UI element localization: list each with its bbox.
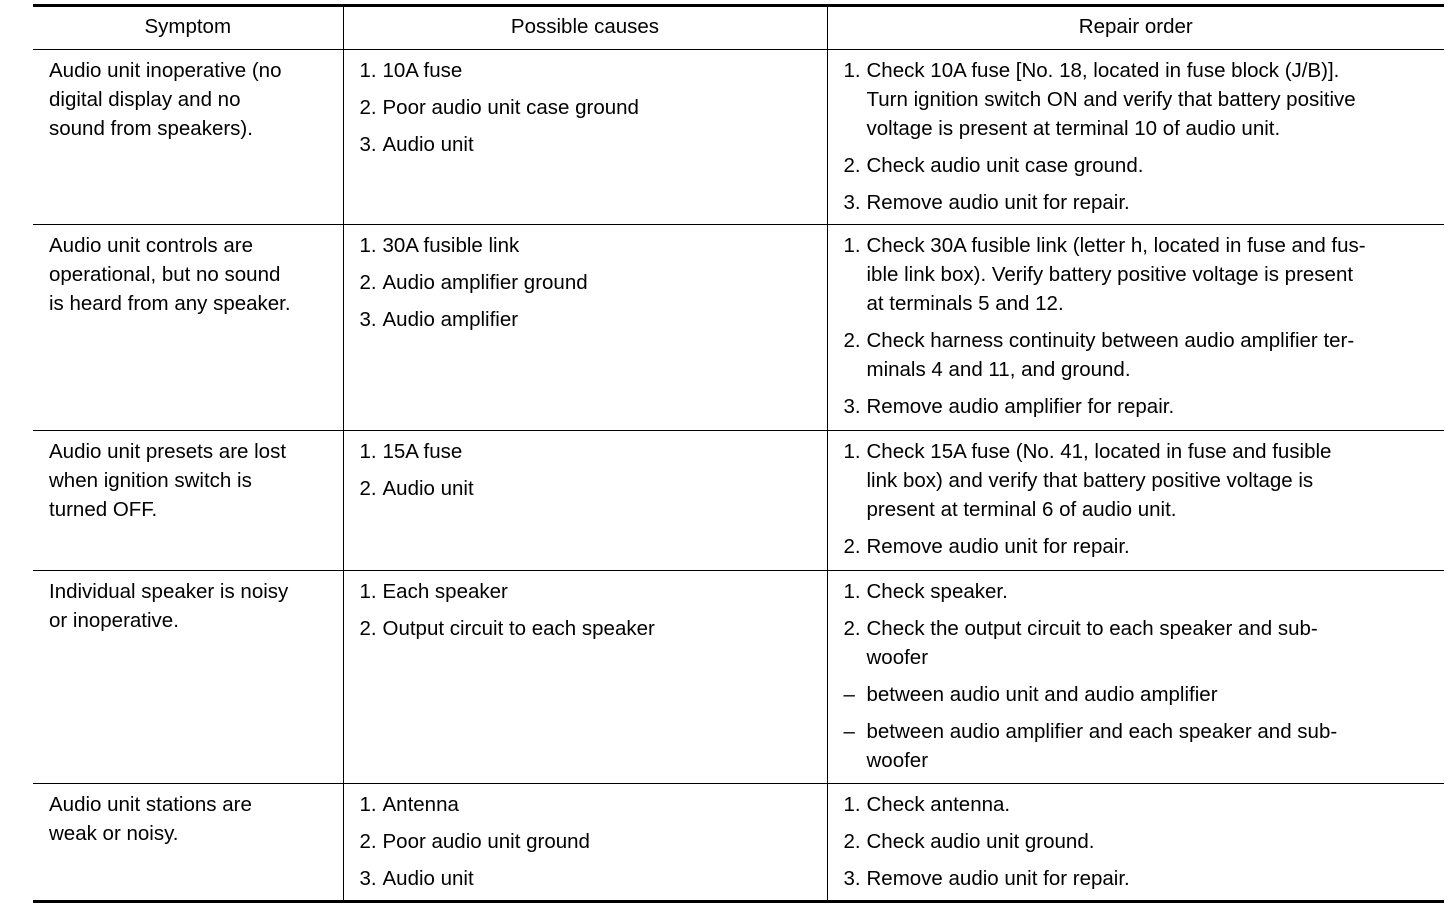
cause-item	[360, 437, 817, 466]
repair-step	[844, 437, 1435, 524]
cause-number: 2.	[359, 830, 377, 853]
symptom-cell	[33, 50, 343, 225]
repair-step-number: 1.	[843, 59, 861, 82]
repair-step	[844, 790, 1435, 819]
cause-text: Antenna	[382, 793, 459, 816]
repair-step	[844, 392, 1435, 421]
header-possible-causes: Possible causes	[343, 6, 827, 50]
cause-text: Audio amplifier ground	[382, 271, 588, 294]
causes-cell	[343, 431, 827, 571]
repair-step-line: Check antenna.	[866, 793, 1011, 816]
causes-cell	[343, 50, 827, 225]
repair-step-text	[867, 392, 1435, 421]
repair-step-line: present at terminal 6 of audio unit.	[866, 498, 1177, 521]
repair-step-text	[867, 577, 1435, 606]
cause-item	[360, 864, 817, 893]
symptom-text: Audio unit inoperative (no	[49, 59, 282, 82]
repair-step-line: woofer	[866, 749, 929, 772]
repair-step	[844, 680, 1435, 709]
repair-step-line: Check harness continuity between audio amplifier ter-	[866, 329, 1355, 352]
repair-step-number: 1.	[843, 440, 861, 463]
repair-step-line: Remove audio unit for repair.	[866, 867, 1130, 890]
repair-step-line: Turn ignition switch ON and verify that battery positive	[866, 88, 1356, 111]
cause-text: Audio unit	[382, 133, 474, 156]
repair-cell	[827, 431, 1444, 571]
cause-text: Poor audio unit ground	[382, 830, 590, 853]
symptom-text: is heard from any speaker.	[49, 292, 291, 315]
repair-step	[844, 151, 1435, 180]
header-row	[33, 6, 1444, 50]
symptom-text: Audio unit stations are	[49, 793, 252, 816]
repair-step	[844, 188, 1435, 217]
symptom-text: turned OFF.	[49, 498, 158, 521]
causes-cell	[343, 571, 827, 784]
cause-number: 3.	[359, 133, 377, 156]
repair-step-text	[867, 717, 1435, 775]
repair-step	[844, 532, 1435, 561]
repair-step-line: minals 4 and 11, and ground.	[866, 358, 1131, 381]
cause-number: 2.	[359, 617, 377, 640]
cause-text: Audio amplifier	[382, 308, 519, 331]
repair-step-number: –	[843, 683, 855, 706]
symptom-cell	[33, 571, 343, 784]
repair-step-line: woofer	[866, 646, 929, 669]
cause-item	[360, 231, 817, 260]
cause-number: 1.	[359, 580, 377, 603]
symptom-text: digital display and no	[49, 88, 241, 111]
repair-step-number: 1.	[843, 580, 861, 603]
repair-step-line: Check 30A fusible link (letter h, located in fuse and fus-	[866, 234, 1366, 257]
cause-number: 2.	[359, 477, 377, 500]
header-repair-order: Repair order	[827, 6, 1444, 50]
cause-text: Output circuit to each speaker	[382, 617, 655, 640]
repair-step	[844, 717, 1435, 775]
cause-text: Poor audio unit case ground	[382, 96, 639, 119]
repair-step-number: –	[843, 720, 855, 743]
symptom-text: or inoperative.	[49, 609, 179, 632]
symptom-cell	[33, 225, 343, 431]
repair-cell	[827, 50, 1444, 225]
repair-step	[844, 577, 1435, 606]
cause-item	[360, 827, 817, 856]
cause-item	[360, 56, 817, 85]
repair-cell	[827, 571, 1444, 784]
repair-step-number: 2.	[843, 329, 861, 352]
repair-step-line: Remove audio unit for repair.	[866, 191, 1130, 214]
repair-step	[844, 56, 1435, 143]
repair-step-line: Check the output circuit to each speaker and sub-	[866, 617, 1318, 640]
repair-step-number: 3.	[843, 191, 861, 214]
repair-step	[844, 864, 1435, 893]
troubleshooting-table	[33, 4, 1444, 903]
repair-step-text	[867, 326, 1435, 384]
repair-cell	[827, 225, 1444, 431]
repair-step-number: 3.	[843, 867, 861, 890]
table-row	[33, 784, 1444, 902]
symptom-text: operational, but no sound	[49, 263, 281, 286]
repair-cell	[827, 784, 1444, 902]
repair-step-number: 3.	[843, 395, 861, 418]
cause-number: 1.	[359, 234, 377, 257]
repair-step-line: Check audio unit ground.	[866, 830, 1095, 853]
cause-item	[360, 474, 817, 503]
table-row	[33, 225, 1444, 431]
cause-number: 1.	[359, 793, 377, 816]
repair-step-line: at terminals 5 and 12.	[866, 292, 1064, 315]
cause-number: 1.	[359, 59, 377, 82]
cause-number: 3.	[359, 867, 377, 890]
cause-item	[360, 790, 817, 819]
repair-step-line: Remove audio unit for repair.	[866, 535, 1130, 558]
cause-item	[360, 93, 817, 122]
repair-step-text	[867, 790, 1435, 819]
repair-step	[844, 827, 1435, 856]
cause-item	[360, 614, 817, 643]
cause-number: 2.	[359, 271, 377, 294]
repair-step-number: 2.	[843, 154, 861, 177]
symptom-text: Audio unit controls are	[49, 234, 253, 257]
repair-step-line: Check speaker.	[866, 580, 1008, 603]
repair-step-line: Check 15A fuse (No. 41, located in fuse and fusible	[866, 440, 1332, 463]
symptom-cell	[33, 431, 343, 571]
repair-step	[844, 326, 1435, 384]
repair-step-line: ible link box). Verify battery positive voltage is present	[866, 263, 1354, 286]
causes-cell	[343, 225, 827, 431]
table-row	[33, 571, 1444, 784]
symptom-text: Individual speaker is noisy	[49, 580, 289, 603]
repair-step-number: 1.	[843, 793, 861, 816]
cause-number: 2.	[359, 96, 377, 119]
repair-step	[844, 614, 1435, 672]
repair-step-text	[867, 56, 1435, 143]
repair-step-line: between audio unit and audio amplifier	[866, 683, 1218, 706]
cause-item	[360, 305, 817, 334]
repair-step-line: link box) and verify that battery positive voltage is	[866, 469, 1314, 492]
cause-text: 15A fuse	[382, 440, 463, 463]
symptom-text: sound from speakers).	[49, 117, 253, 140]
cause-item	[360, 130, 817, 159]
repair-step	[844, 231, 1435, 318]
cause-number: 3.	[359, 308, 377, 331]
repair-step-line: Remove audio amplifier for repair.	[866, 395, 1175, 418]
repair-step-number: 1.	[843, 234, 861, 257]
repair-step-line: between audio amplifier and each speaker and sub-	[866, 720, 1338, 743]
causes-cell	[343, 784, 827, 902]
repair-step-number: 2.	[843, 535, 861, 558]
cause-text: Audio unit	[382, 867, 474, 890]
cause-text: Audio unit	[382, 477, 474, 500]
repair-step-text	[867, 437, 1435, 524]
cause-item	[360, 268, 817, 297]
repair-step-line: Check 10A fuse [No. 18, located in fuse block (J/B)].	[866, 59, 1340, 82]
repair-step-text	[867, 188, 1435, 217]
repair-step-text	[867, 231, 1435, 318]
table-row	[33, 431, 1444, 571]
symptom-text: weak or noisy.	[49, 822, 179, 845]
repair-step-line: Check audio unit case ground.	[866, 154, 1144, 177]
header-symptom: Symptom	[33, 6, 343, 50]
repair-step-text	[867, 827, 1435, 856]
cause-item	[360, 577, 817, 606]
repair-step-text	[867, 680, 1435, 709]
repair-step-text	[867, 864, 1435, 893]
cause-text: 30A fusible link	[382, 234, 520, 257]
symptom-text: when ignition switch is	[49, 469, 252, 492]
table-row	[33, 50, 1444, 225]
symptom-cell	[33, 784, 343, 902]
symptom-text: Audio unit presets are lost	[49, 440, 287, 463]
cause-text: 10A fuse	[382, 59, 463, 82]
repair-step-text	[867, 532, 1435, 561]
repair-step-number: 2.	[843, 617, 861, 640]
repair-step-text	[867, 614, 1435, 672]
cause-text: Each speaker	[382, 580, 508, 603]
repair-step-line: voltage is present at terminal 10 of audio unit.	[866, 117, 1281, 140]
cause-number: 1.	[359, 440, 377, 463]
repair-step-text	[867, 151, 1435, 180]
repair-step-number: 2.	[843, 830, 861, 853]
